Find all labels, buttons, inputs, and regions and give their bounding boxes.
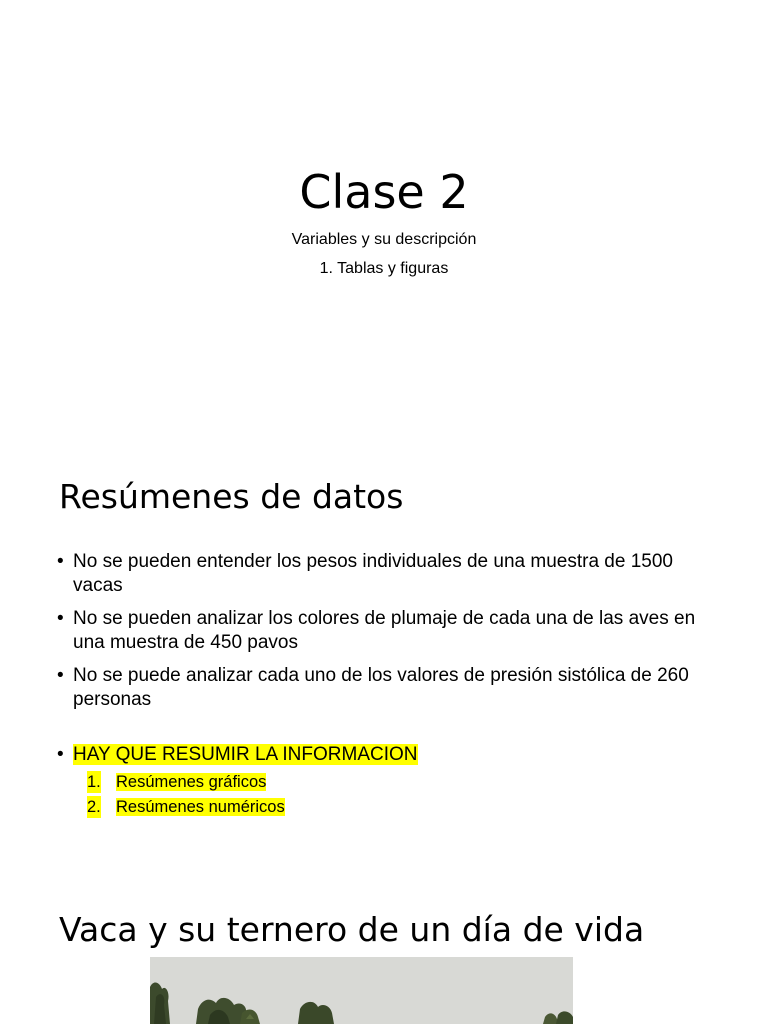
bullet-dot-icon: •	[57, 665, 64, 686]
sub-item-text: Resúmenes numéricos	[116, 798, 285, 816]
numbered-sub-list	[73, 771, 717, 818]
bullet-dot-icon: •	[57, 744, 64, 765]
slide-2-title: Resúmenes de datos	[59, 477, 404, 516]
bullet-list	[57, 550, 717, 827]
bullet-text: No se puede analizar cada uno de los valores de presión sistólica de 260 personas	[73, 665, 689, 710]
slide-3-title: Vaca y su ternero de un día de vida	[59, 910, 645, 949]
slide-1-subtitle-line-1: Variables y su descripción	[291, 231, 477, 248]
slide-cow-photo	[0, 862, 768, 1024]
bullet-text: No se pueden entender los pesos individuales de una muestra de 1500 vacas	[73, 551, 673, 596]
sub-list-item	[73, 771, 717, 793]
bullet-dot-icon: •	[57, 551, 64, 572]
highlighted-bullet-item	[57, 743, 717, 818]
trees-and-sky-photo-icon	[150, 957, 573, 1024]
bullet-item	[57, 550, 717, 598]
slide-1-title: Clase 2	[299, 165, 469, 219]
slide-data-summaries	[0, 430, 768, 862]
slide-1-subtitle-line-2: 1. Tablas y figuras	[319, 260, 449, 277]
sub-list-item	[73, 796, 717, 818]
bullet-dot-icon: •	[57, 608, 64, 629]
bullet-item	[57, 607, 717, 655]
slide-title	[0, 0, 768, 430]
bullet-text: No se pueden analizar los colores de plumaje de cada una de las aves en una muestra de 450 pavos	[73, 608, 696, 653]
highlighted-bullet-text: HAY QUE RESUMIR LA INFORMACION	[73, 744, 418, 765]
bullet-item	[57, 664, 717, 712]
sub-item-text: Resúmenes gráficos	[116, 773, 267, 791]
cow-and-calf-photo	[150, 957, 573, 1024]
sub-item-number: 1.	[87, 773, 101, 791]
sub-item-number: 2.	[87, 798, 101, 816]
